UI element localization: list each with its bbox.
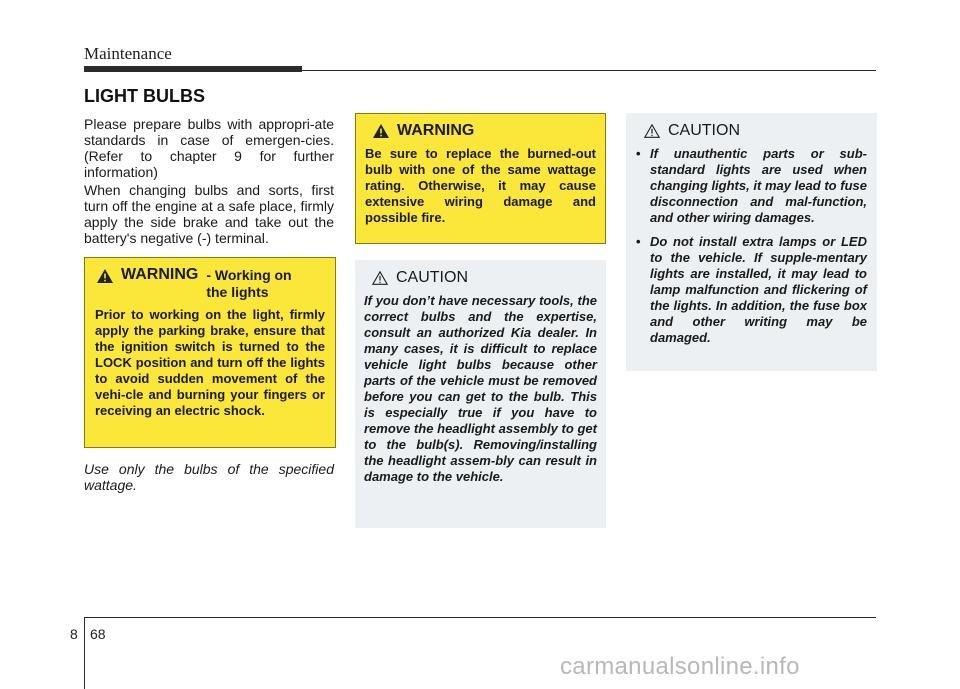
note-specified-wattage: Use only the bulbs of the specified wattage. [84, 461, 334, 493]
header-rule-thick [84, 66, 302, 72]
warning-text: Prior to working on the light, firmly apply the parking brake, ensure that the ignition switch is turned to the LOCK position and turn off the lights to avoid sudden movement of the vehi-cle and burning your fingers or receiving an electric shock. [95, 307, 325, 418]
warning-title: WARNING [397, 122, 475, 139]
page-number: 68 [90, 626, 106, 642]
warning-text: Be sure to replace the burned-out bulb with one of the same wattage rating. Otherwise, it may cause extensive wiring damage and possible fire. [365, 146, 596, 225]
watermark: carmanualsonline.info [560, 653, 800, 680]
section-title: LIGHT BULBS [84, 86, 205, 106]
footer-rule [84, 617, 876, 618]
intro-paragraph-1: Please prepare bulbs with appropri-ate standards in case of emergen-cies. (Refer to chapter 9 for further information) [84, 116, 334, 180]
header-rule-thin [302, 70, 876, 71]
caution-title: CAUTION [668, 122, 740, 139]
caution-list [636, 146, 867, 346]
warning-box-working-on-lights [84, 257, 336, 448]
footer-divider [84, 618, 85, 689]
caution-box-kia-dealer [355, 260, 606, 528]
warning-icon [373, 124, 389, 138]
caution-icon [372, 271, 388, 285]
running-head: Maintenance [84, 44, 172, 63]
caution-icon [644, 124, 660, 138]
caution-text: If you don’t have necessary tools, the correct bulbs and the expertise, consult an authorized Kia dealer. In many cases, it is difficult to replace vehicle light bulbs because other parts of the vehicle must be removed before you can get to the bulb. This is especially true if you have to remove the headlight assembly to get to the bulb(s). Removing/installing the headlight assem-bly can result in damage to the vehicle. [364, 293, 597, 484]
chapter-number: 8 [70, 626, 78, 642]
caution-list-item: • Do not install extra lamps or LED to the vehicle. If supple-mentary lights are installed, it may lead to lamp malfunction and flickering of the lights. In addition, the fuse box and other writing may be damaged. [636, 234, 867, 346]
warning-title: WARNING [121, 266, 199, 283]
warning-icon [97, 269, 113, 283]
caution-title: CAUTION [396, 269, 468, 286]
intro-paragraph-2: When changing bulbs and sorts, first turn off the engine at a safe place, firmly apply the side brake and take out the battery's negative (-) terminal. [84, 182, 334, 246]
caution-list-item: • If unauthentic parts or sub-standard lights are used when changing lights, it may lead to fuse disconnection and mal-function, and other wiring damages. [636, 146, 867, 226]
caution-box-unauthentic-parts [626, 113, 877, 371]
warning-box-same-wattage [355, 113, 606, 244]
warning-subtitle: - Working on the lights [206, 267, 292, 300]
